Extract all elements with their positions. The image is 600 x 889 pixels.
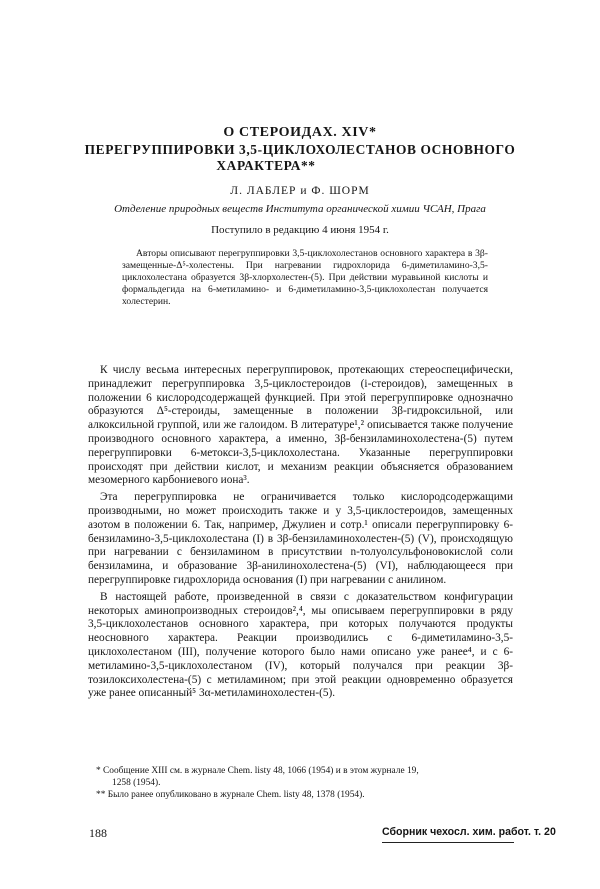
footer-rule <box>382 842 514 843</box>
footnote-1-continued: 1258 (1954). <box>112 777 161 788</box>
page-number: 188 <box>89 826 107 840</box>
authors: Л. ЛАБЛЕР и Ф. ШОРМ <box>230 185 370 197</box>
paragraph-3: В настоящей работе, произведенной в связи с доказательством конфигурации некоторых аминопроизводных стероидов²,⁴, мы описываем перегруппировки в ряду 3,5-циклохолестанов основного характера, при которых получаются продукты неосновного характера. Реакции производились с 6-диметиламино-3,5-циклохолестаном (III), получение которого было нами описано уже ранее⁴, и с 6-метиламино-3,5-циклохолестаном (IV), который получался при реакции 3β-тозилоксихолестена-(5) с метиламином; при этой реакции одновременно образуется уже ранее описанный⁵ 3α-метиламинохолестен-(5). <box>88 590 513 700</box>
journal-name: Сборник чехосл. хим. работ. т. 20 <box>382 826 556 838</box>
article-title-line2: ПЕРЕГРУППИРОВКИ 3,5-ЦИКЛОХОЛЕСТАНОВ ОСНОВНОГО <box>84 142 516 157</box>
paragraph-1: К числу весьма интересных перегруппировок, протекающих стереоспецифически, принадлежит перегруппировка 3,5-циклостероидов (i-стероидов), замещенных в положении 6 кислородсодержащей функцией. При этой перегруппировке однозначно образуются Δ⁵-стероиды, замещенные в положении 3β-гидроксильной, или алкоксильной группой, или же галоидом. В литературе¹,² описывается также получение производного основного характера, а именно, 3β-бензиламинохолестена-(5) путем перегруппировки 6-метокси-3,5-циклохолестана. Указанные перегруппировки происходят при действии кислот, и механизм реакции объясняется образованием мезомерного карбониевого иона³. <box>88 364 513 487</box>
footnote-1: * Сообщение XIII см. в журнале Chem. listy 48, 1066 (1954) и в этом журнале 19, <box>96 766 419 776</box>
abstract <box>122 248 488 308</box>
abstract-text: Авторы описывают перегруппировки 3,5-циклохолестанов основного характера в 3β-замещенные-Δ⁵-холестены. При нагревании гидрохлорида 6-диметиламино-3,5-циклохолестана образуется 3β-хлорхолестен-(5). При действии муравьиной кислоты и формальдегида на 6-метиламино- и 6-диметиламино-3,5-циклохолестан получается холестерин. <box>122 248 488 307</box>
affiliation: Отделение природных веществ Института органической химии ЧСАН, Прага <box>114 203 486 215</box>
body-text <box>88 364 513 704</box>
article-title-line3: ХАРАКТЕРА** <box>216 158 316 173</box>
paragraph-2: Эта перегруппировка не ограничивается только кислородсодержащими производными, но может происходить также и у 3,5-циклостероидов, замещенных азотом в положении 6. Так, например, Джулиен и сотр.¹ описали перегруппировку 6-бензиламино-3,5-циклохолестана (I) в 3β-бензиламинохолестен-(5) (V), происходящую при нагревании с бензиламином в присутствии n-толуолсульфоновокислой соли бензиламина, и образование 3β-анилинохолестена-(5) (VI), наблюдающееся при перегруппировке гидрохлорида основания (I) при нагревании с анилином. <box>88 491 513 586</box>
footnote-2: ** Было ранее опубликовано в журнале Chem. listy 48, 1378 (1954). <box>96 789 365 800</box>
footnotes <box>96 766 512 801</box>
article-title-line1: О СТЕРОИДАХ. XIV* <box>223 125 377 140</box>
received-date: Поступило в редакцию 4 июня 1954 г. <box>211 224 389 236</box>
